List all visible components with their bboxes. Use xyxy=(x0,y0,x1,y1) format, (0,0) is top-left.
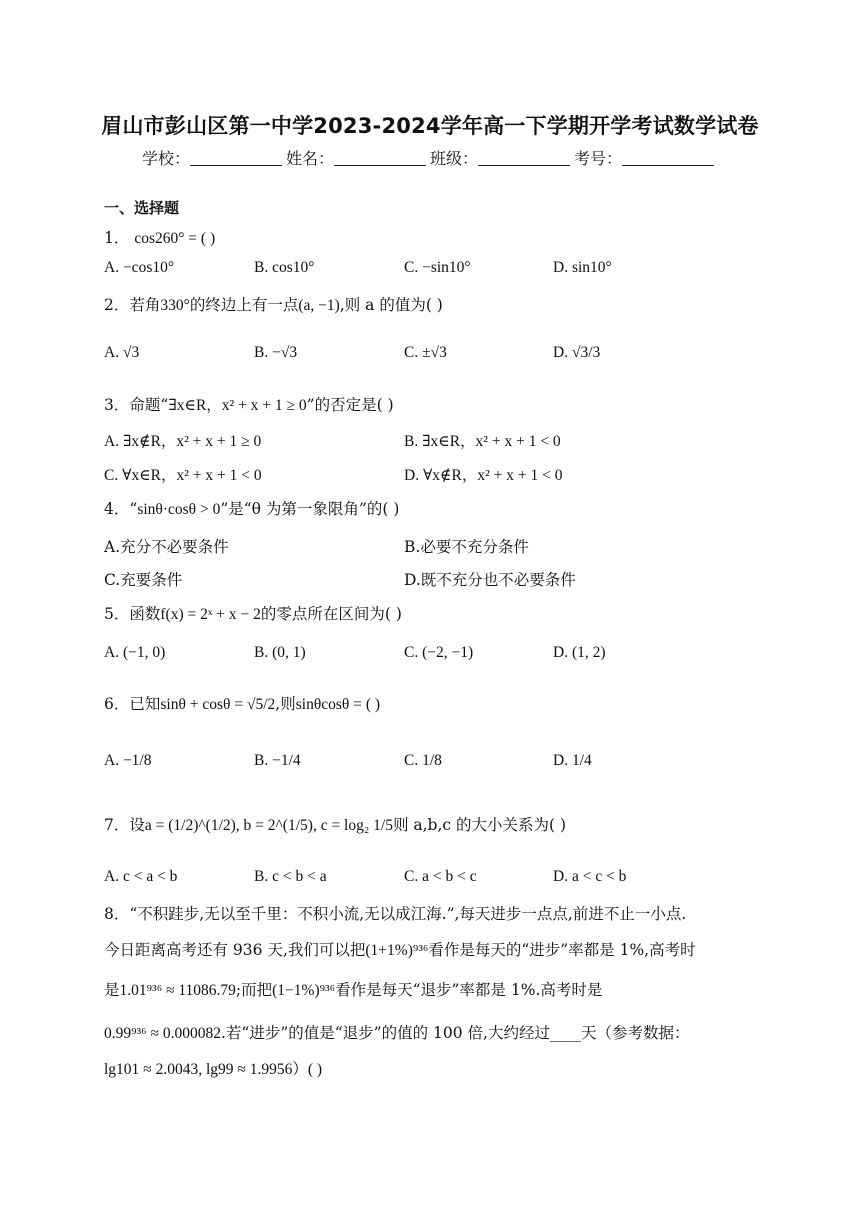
option-d[interactable]: D. a < c < b xyxy=(553,868,627,885)
option-d[interactable]: D. ∀x∉R，x² + x + 1 < 0 xyxy=(404,467,563,484)
option-a[interactable]: A. (−1, 0) xyxy=(104,644,166,661)
option-b[interactable]: B. −1/4 xyxy=(254,752,301,769)
option-c[interactable]: C.充要条件 xyxy=(104,571,183,589)
stem-text: 今日距离高考还有 936 天,我们可以把 xyxy=(104,941,366,959)
option-a[interactable]: A. √3 xyxy=(104,344,140,361)
student-info-line xyxy=(0,146,860,169)
stem-math: sinθ + cosθ = √5/2 xyxy=(160,696,276,713)
option-a[interactable]: A. −cos10° xyxy=(104,259,175,276)
stem-math: (a, −1) xyxy=(298,297,340,314)
option-a[interactable]: A. −1/8 xyxy=(104,752,152,769)
school-blank[interactable] xyxy=(190,151,282,166)
stem-math: 1.01⁹³⁶ ≈ 11086.79 xyxy=(119,982,236,999)
stem-text: “不积跬步,无以至千里：不积小流,无以成江海.”,每天进步一点点,前进不止一小点. xyxy=(129,905,687,923)
question-number: 2． xyxy=(104,296,130,314)
question-2 xyxy=(104,293,443,315)
question-5 xyxy=(104,602,402,624)
stem-text: ”是“θ 为第一象限角”的( ) xyxy=(220,500,400,518)
stem-math: 0.99⁹³⁶ ≈ 0.000082 xyxy=(104,1025,221,1042)
option-b[interactable]: B. −√3 xyxy=(254,344,298,361)
stem-text: “ xyxy=(129,500,138,518)
stem-text: ”的否定是( ) xyxy=(306,396,394,414)
school-label: 学校： xyxy=(141,149,190,168)
stem-text: ;而把 xyxy=(235,981,273,999)
stem-math: ∃x∈R，x² + x + 1 ≥ 0 xyxy=(168,397,307,414)
question-number: 5． xyxy=(104,605,130,623)
question-8-line-3 xyxy=(104,978,602,1000)
stem-math: a = (1/2)^(1/2), b = 2^(1/5), c = log₂ 1/5 xyxy=(144,817,393,834)
stem-text: 看作是每天的“进步”率都是 1%,高考时 xyxy=(428,941,696,959)
option-b[interactable]: B. ∃x∈R，x² + x + 1 < 0 xyxy=(404,433,561,450)
name-label: 姓名： xyxy=(285,149,334,168)
class-label: 班级： xyxy=(430,149,479,168)
stem-math: (1+1%)⁹³⁶ xyxy=(365,942,429,959)
option-c[interactable]: C. ∀x∈R，x² + x + 1 < 0 xyxy=(104,467,262,484)
option-d[interactable]: D. 1/4 xyxy=(553,752,592,769)
question-8-line-2 xyxy=(104,938,696,960)
question-7 xyxy=(104,813,566,835)
question-3 xyxy=(104,393,394,415)
question-6 xyxy=(104,692,380,714)
stem-text: ,则 xyxy=(275,695,296,713)
option-c[interactable]: C. a < b < c xyxy=(404,868,477,885)
section-heading: 一、选择题 xyxy=(104,199,180,217)
question-number: 1． xyxy=(104,229,130,247)
option-a[interactable]: A. ∃x∉R，x² + x + 1 ≥ 0 xyxy=(104,433,262,450)
stem-text: 命题“ xyxy=(129,396,169,414)
stem-text: 已知 xyxy=(129,695,161,713)
option-c[interactable]: C. −sin10° xyxy=(404,259,471,276)
stem-math: sinθcosθ = ( ) xyxy=(295,696,381,713)
stem-text: 的零点所在区间为( ) xyxy=(260,605,402,623)
id-label: 考号： xyxy=(574,149,623,168)
option-a[interactable]: A. c < a < b xyxy=(104,868,178,885)
stem-math: (1−1%)⁹³⁶ xyxy=(272,982,336,999)
page-title: 眉山市彭山区第一中学2023-2024学年高一下学期开学考试数学试卷 xyxy=(101,114,759,138)
stem-text: 则 a,b,c 的大小关系为( ) xyxy=(392,816,567,834)
question-1 xyxy=(104,226,215,248)
name-blank[interactable] xyxy=(334,151,426,166)
question-stem: cos260° = ( ) xyxy=(134,230,216,247)
question-8 xyxy=(104,902,686,924)
option-c[interactable]: C. ±√3 xyxy=(404,344,447,361)
class-blank[interactable] xyxy=(478,151,570,166)
option-a[interactable]: A.充分不必要条件 xyxy=(104,538,229,556)
id-blank[interactable] xyxy=(622,151,714,166)
option-d[interactable]: D. √3/3 xyxy=(553,344,601,361)
stem-text: 设 xyxy=(129,816,145,834)
question-number: 3． xyxy=(104,396,130,414)
option-d[interactable]: D. sin10° xyxy=(553,259,612,276)
question-8-line-4 xyxy=(104,1021,689,1043)
question-number: 6． xyxy=(104,695,130,713)
question-4 xyxy=(104,497,399,519)
option-b[interactable]: B. c < b < a xyxy=(254,868,327,885)
stem-text: 若角 xyxy=(129,296,161,314)
stem-text: 看作是每天“退步”率都是 1%.高考时是 xyxy=(335,981,603,999)
question-8-line-5: lg101 ≈ 2.0043, lg99 ≈ 1.9956）( ) xyxy=(104,1061,323,1078)
question-number: 7． xyxy=(104,816,130,834)
stem-text: 是 xyxy=(104,981,120,999)
option-d[interactable]: D.既不充分也不必要条件 xyxy=(404,571,576,589)
option-b[interactable]: B.必要不充分条件 xyxy=(404,538,529,556)
question-number: 8． xyxy=(104,905,130,923)
stem-text: 的终边上有一点 xyxy=(189,296,299,314)
stem-text: 函数 xyxy=(129,605,161,623)
option-b[interactable]: B. (0, 1) xyxy=(254,644,306,661)
stem-math: sinθ·cosθ > 0 xyxy=(137,501,221,518)
option-c[interactable]: C. (−2, −1) xyxy=(404,644,474,661)
option-c[interactable]: C. 1/8 xyxy=(404,752,442,769)
stem-math: f(x) = 2ˣ + x − 2 xyxy=(160,606,261,623)
option-d[interactable]: D. (1, 2) xyxy=(553,644,606,661)
stem-math: 330° xyxy=(160,297,190,314)
stem-text: .若“进步”的值是“退步”的值的 100 倍,大约经过____天（参考数据： xyxy=(220,1024,690,1042)
question-number: 4． xyxy=(104,500,130,518)
option-b[interactable]: B. cos10° xyxy=(254,259,315,276)
stem-text: ,则 a 的值为( ) xyxy=(339,296,443,314)
